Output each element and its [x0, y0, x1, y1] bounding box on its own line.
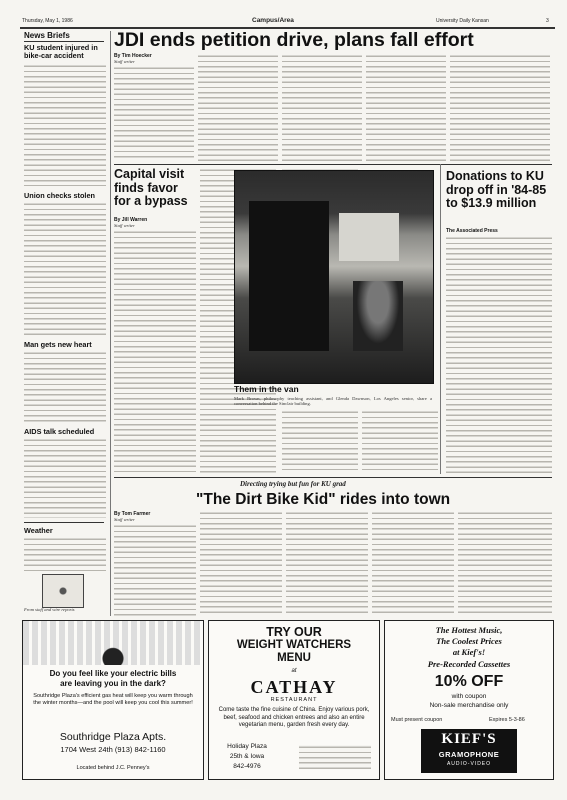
- ad-plaza-line2: are leaving you in the dark?: [60, 679, 166, 688]
- kiefs-logo: [421, 729, 517, 773]
- ad-cathay-address: 25th & Iowa: [229, 753, 265, 760]
- ad-cathay-body: Come taste the fine cuisine of China. Enjoy various pork, beef, seafood and chicken entrees and also an entire vegetarian menu, garden fresh every day.: [218, 707, 370, 728]
- dirt-col-5: [458, 511, 552, 616]
- main-col-3: [282, 54, 362, 161]
- brief-4-text: [24, 438, 106, 518]
- capital-role: Staff writer: [114, 223, 135, 228]
- ad-kiefs-l1: The Hottest Music,: [435, 625, 503, 635]
- dirt-bike-role: Staff writer: [114, 517, 135, 522]
- ad-kiefs-l6: with coupon: [451, 693, 487, 700]
- brief-2-title: Union checks stolen: [24, 191, 95, 200]
- capital-col-3b: [282, 410, 358, 474]
- paper-name: University Daily Kansan: [436, 18, 489, 24]
- capital-headline: Capital visit finds favor for a bypass: [114, 167, 188, 208]
- ad-cathay-line3: MENU: [277, 652, 311, 664]
- main-col-4: [366, 54, 446, 161]
- ad-plaza-address: 1704 West 24th (913) 842-1160: [60, 745, 166, 754]
- capital-byline: By Jill Warren: [114, 217, 148, 223]
- donations-headline: Donations to KU drop off in '84-85 to $13.9 million: [446, 169, 547, 210]
- main-headline: JDI ends petition drive, plans fall effort: [114, 29, 474, 51]
- ad-plaza-name: Southridge Plaza Apts.: [59, 731, 167, 743]
- ad-kiefs-must: Must present coupon: [391, 717, 443, 723]
- main-byline: By Tim Hoecker: [114, 53, 152, 59]
- ad-cathay-name: CATHAY: [250, 677, 338, 697]
- weather-credit: From staff and wire reports: [24, 607, 75, 612]
- ad-southridge: [22, 620, 204, 780]
- lightbulb-icon: [23, 621, 203, 665]
- brief-1-text: [24, 64, 106, 186]
- main-byline-role: Staff writer: [114, 59, 135, 64]
- main-col-5: [450, 54, 550, 161]
- capital-col-4b: [362, 410, 438, 474]
- dirt-bike-kicker: Directing trying but fun for KU grad: [240, 480, 346, 488]
- brief-3-text: [24, 351, 106, 423]
- dirt-col-1: [114, 524, 196, 616]
- dirt-col-3: [286, 511, 368, 616]
- ad-kiefs-logo1: KIEF'S: [441, 731, 497, 747]
- ad-plaza-line1: Do you feel like your electric bills: [49, 669, 177, 678]
- ad-cathay-line1: TRY OUR: [266, 625, 322, 639]
- ad-cathay-at: at: [291, 668, 297, 674]
- ad-kiefs-expires: Expires 5-3-86: [489, 717, 525, 723]
- photo-window: [339, 213, 399, 261]
- brief-3-title: Man gets new heart: [24, 340, 92, 349]
- brief-4-title: AIDS talk scheduled: [24, 427, 95, 436]
- main-col-1: [114, 66, 194, 161]
- ad-plaza-footer: Located behind J.C. Penney's: [76, 765, 150, 771]
- donations-source: The Associated Press: [446, 228, 498, 234]
- ad-kiefs: [384, 620, 554, 780]
- ad-kiefs-l2: The Coolest Prices: [436, 636, 502, 646]
- ad-kiefs-logo2: GRAMOPHONE: [438, 750, 500, 759]
- capital-col-1: [114, 230, 196, 474]
- page-number: 3: [546, 18, 549, 24]
- ad-kiefs-l7: Non-sale merchandise only: [429, 702, 509, 709]
- ad-cathay-hours: [299, 745, 371, 769]
- weather-text: [24, 537, 106, 571]
- dirt-bike-headline: "The Dirt Bike Kid" rides into town: [196, 491, 451, 508]
- main-col-2: [198, 54, 278, 161]
- dirt-col-4: [372, 511, 454, 616]
- ad-kiefs-logo3: AUDIO-VIDEO: [446, 761, 492, 767]
- donations-text: [446, 236, 552, 474]
- ad-kiefs-l3: at Kief's!: [452, 647, 486, 657]
- ad-kiefs-l4: Pre-Recorded Cassettes: [427, 659, 511, 669]
- news-briefs-heading: News Briefs: [24, 31, 70, 40]
- ad-cathay-line2: WEIGHT WATCHERS: [236, 639, 352, 651]
- weather-map: [42, 574, 84, 608]
- ad-cathay: [208, 620, 380, 780]
- dirt-bike-byline: By Tom Farmer: [114, 511, 151, 517]
- weather-title: Weather: [24, 526, 53, 535]
- ad-kiefs-l5: 10% OFF: [434, 673, 504, 690]
- ad-plaza-body: Southridge Plaza's efficient gas heat will keep you warm through the winter months—and the pool will keep you cool this summer!: [33, 693, 193, 706]
- ad-cathay-phone: 842-4976: [233, 763, 261, 770]
- brief-1-title: KU student injured in bike-car accident: [24, 43, 98, 61]
- section-title: Campus/Area: [252, 17, 294, 24]
- ad-cathay-location: Holiday Plaza: [227, 743, 267, 750]
- photo-person: [353, 281, 403, 351]
- photo-caption-title: Them in the van: [234, 384, 299, 394]
- photo-van: [234, 170, 434, 384]
- photo-caption: Mark Brown, philosophy teaching assistant, and Glenda Dawnson, Los Angeles senior, share a conversation behind the Sinclair building.: [234, 396, 432, 407]
- ad-cathay-sub: RESTAURANT: [270, 697, 318, 703]
- brief-2-text: [24, 202, 106, 335]
- dirt-col-2: [200, 511, 282, 616]
- issue-date: Thursday, May 1, 1986: [22, 18, 73, 24]
- photo-van-door: [249, 201, 329, 351]
